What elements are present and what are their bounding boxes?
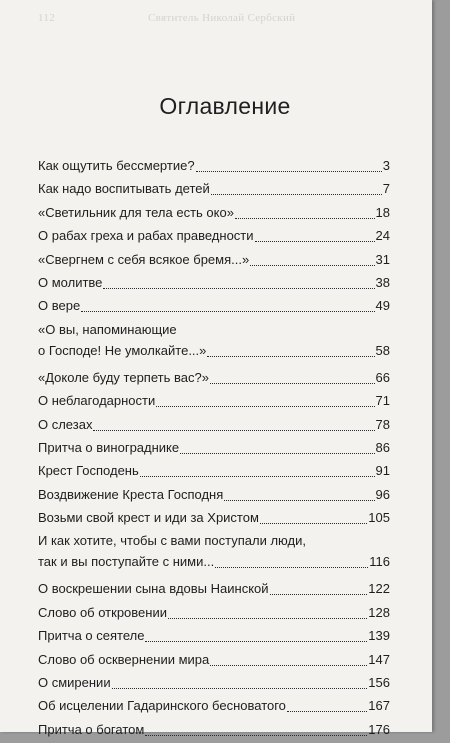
header-page-number: 112 (38, 12, 55, 24)
dot-leader (235, 198, 375, 219)
toc-entry-page: 139 (368, 628, 390, 644)
toc-entry-title: Крест Господень (38, 463, 139, 479)
toc-entry-title: «Доколе буду терпеть вас?» (38, 369, 209, 385)
toc-entry-page: 3 (382, 158, 390, 173)
dot-leader (93, 410, 374, 431)
dot-leader (270, 574, 368, 595)
dot-leader (168, 598, 367, 619)
dot-leader (215, 547, 368, 568)
toc-entry-title: «Светильник для тела есть око» (38, 204, 234, 220)
toc-entry-title: «Свергнем с себя всякое бремя...» (38, 251, 250, 267)
dot-leader (207, 336, 374, 357)
toc-entry-title: Об исцелении Гадаринского бесноватого (38, 698, 286, 714)
toc-entry-title: О вере (38, 298, 81, 314)
dot-leader (103, 268, 374, 289)
toc-entry-title-line2: о Господе! Не умолкайте...» (38, 342, 207, 358)
dot-leader (210, 363, 375, 384)
toc-entry-title-line1: И как хотите, чтобы с вами поступали люди, (38, 533, 306, 549)
dot-leader (250, 245, 374, 266)
toc-entry-page: 122 (368, 581, 390, 597)
dot-leader (211, 174, 382, 195)
toc-entry-title: О молитве (38, 274, 103, 290)
toc-entry-title: Как ощутить бессмертие? (38, 158, 195, 173)
toc-entry-title: О слезах (38, 416, 93, 432)
toc-entry-page: 86 (375, 439, 390, 455)
toc-entry-title: О смирении (38, 675, 111, 691)
toc-entry-title: Возьми свой крест и иди за Христом (38, 510, 259, 526)
toc-entry-title: О неблагодарности (38, 393, 156, 409)
toc-entry-page: 176 (368, 721, 390, 737)
toc-entry (38, 531, 390, 579)
toc-entry-page: 78 (375, 416, 390, 432)
running-head: Святитель Николай Сербский (148, 12, 296, 24)
toc-entry-title: Как надо воспитывать детей (38, 181, 210, 197)
toc-entry-page: 71 (375, 393, 390, 409)
toc-entry-page: 24 (375, 228, 390, 244)
toc-entry-page: 147 (368, 651, 390, 667)
toc-entry-page: 128 (368, 604, 390, 620)
table-of-contents (38, 156, 390, 743)
toc-entry-title: О воскрешении сына вдовы Наинской (38, 581, 269, 597)
toc-entry-page: 105 (368, 510, 390, 526)
toc-entry-page: 38 (375, 274, 390, 290)
toc-entry (38, 320, 390, 368)
toc-entry (38, 296, 390, 319)
dot-leader (210, 645, 367, 666)
toc-entry-page: 167 (368, 698, 390, 714)
toc-entry (38, 720, 390, 743)
dot-leader (287, 691, 367, 712)
dot-leader (255, 221, 375, 242)
dot-leader (112, 668, 368, 689)
dot-leader (145, 715, 367, 736)
toc-entry-title: Притча о богатом (38, 721, 145, 737)
toc-entry-page: 7 (382, 181, 390, 197)
toc-entry-title: Притча о сеятеле (38, 628, 145, 644)
toc-entry-title-line1: «О вы, напоминающие (38, 321, 177, 337)
toc-entry-page: 31 (375, 251, 390, 267)
toc-entry-title: Слово об осквернении мира (38, 651, 210, 667)
dot-leader (196, 151, 382, 172)
dot-leader (156, 386, 374, 407)
toc-entry-page: 49 (375, 298, 390, 314)
dot-leader (224, 480, 374, 501)
toc-entry-title: Воздвижение Креста Господня (38, 486, 224, 502)
toc-entry-page: 96 (375, 486, 390, 502)
toc-entry-page: 58 (375, 342, 390, 358)
dot-leader (81, 291, 374, 312)
toc-entry-page: 66 (375, 369, 390, 385)
toc-entry-title-line2: так и вы поступайте с ними... (38, 554, 215, 570)
toc-entry-title: Притча о винограднике (38, 439, 180, 455)
toc-entry-page: 18 (375, 204, 390, 220)
toc-entry-page: 91 (375, 463, 390, 479)
dot-leader (180, 433, 374, 454)
page-title: Оглавление (159, 93, 291, 119)
toc-entry-title: Слово об откровении (38, 604, 167, 620)
toc-entry-title: О рабах греха и рабах праведности (38, 228, 254, 244)
toc-entry-page: 116 (369, 554, 390, 570)
dot-leader (260, 503, 367, 524)
toc-entry-page: 156 (368, 675, 390, 691)
toc-entry (38, 508, 390, 531)
dot-leader (140, 456, 375, 477)
dot-leader (145, 621, 367, 642)
